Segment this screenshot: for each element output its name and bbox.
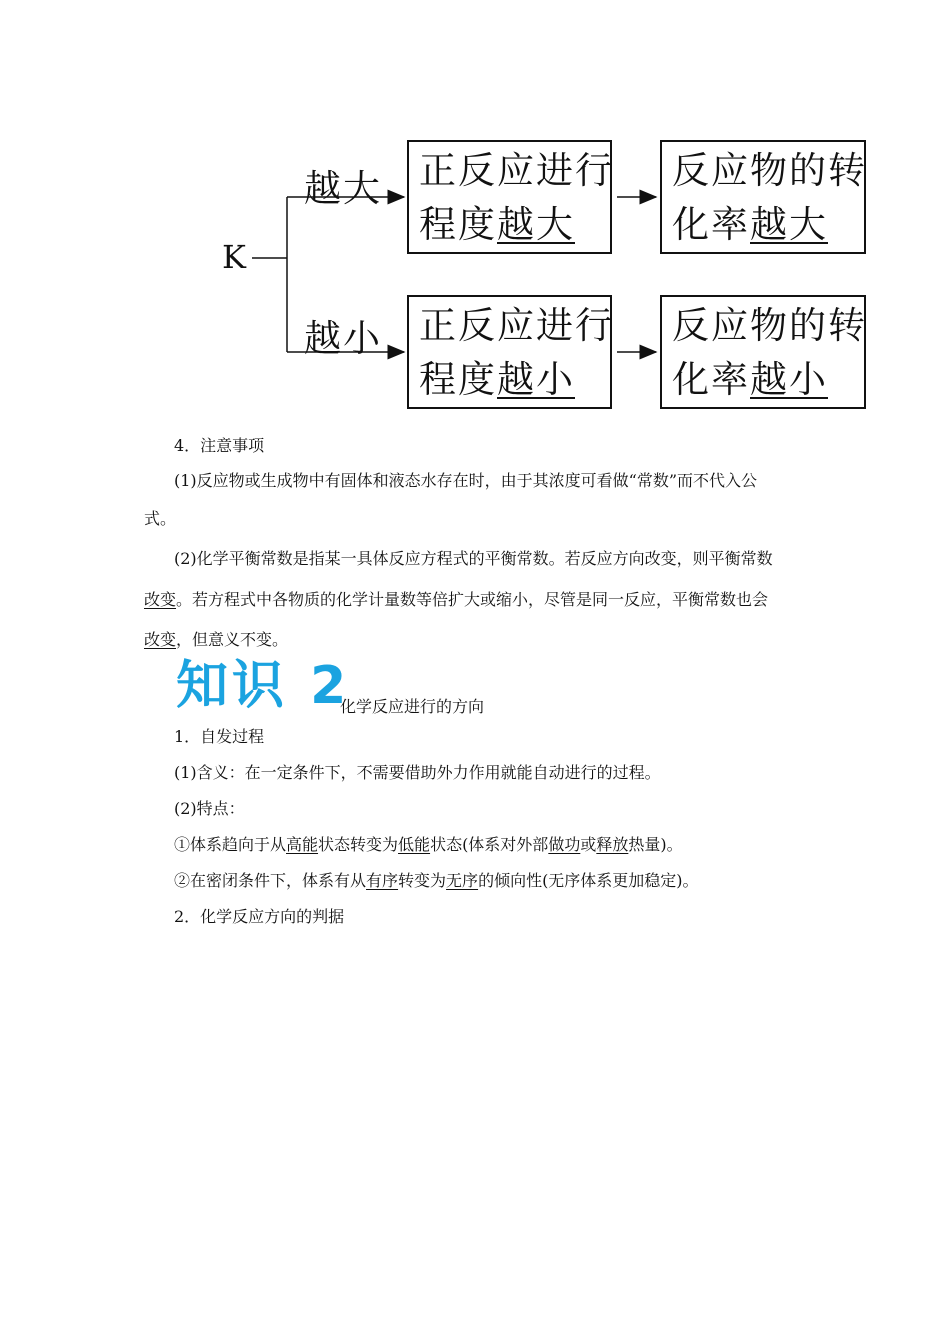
upper-conversion-box bbox=[660, 140, 866, 254]
box-line-prefix: 化率 bbox=[672, 358, 750, 401]
notes-heading: 4．注意事项 bbox=[174, 436, 265, 455]
k-label: K bbox=[222, 238, 246, 276]
text-run: 热量)。 bbox=[628, 835, 683, 854]
box-line: 正反应进行 bbox=[419, 149, 614, 192]
feature-label: (2)特点： bbox=[174, 799, 245, 818]
box-line: 反应物的转 bbox=[672, 149, 867, 192]
subheading-spontaneous-process: 1．自发过程 bbox=[174, 727, 265, 746]
underlined-term: 高能 bbox=[286, 835, 319, 854]
note-2-line-2 bbox=[144, 590, 768, 610]
text-run: ②在密闭条件下，体系有从 bbox=[174, 871, 367, 890]
upper-forward-reaction-box bbox=[407, 140, 612, 254]
branch-label-upper: 越大 bbox=[304, 167, 382, 210]
text-run: ①体系趋向于从 bbox=[174, 835, 287, 854]
section-title-knowledge-2: 知识 2 bbox=[176, 656, 351, 716]
box-line-prefix: 程度 bbox=[419, 203, 497, 246]
box-line-underlined: 越大 bbox=[750, 203, 828, 246]
note-1-line-2: 式。 bbox=[144, 509, 177, 528]
underlined-term: 释放 bbox=[596, 835, 629, 854]
box-line-prefix: 程度 bbox=[419, 358, 497, 401]
underlined-term: 改变 bbox=[144, 590, 177, 609]
text-run: 转变为 bbox=[398, 871, 447, 890]
underlined-term: 做功 bbox=[548, 835, 581, 854]
underlined-term: 有序 bbox=[366, 871, 399, 890]
underlined-term: 改变 bbox=[144, 630, 177, 649]
text-run: 的倾向性(无序体系更加稳定)。 bbox=[478, 871, 699, 890]
text-run: 状态(体系对外部 bbox=[430, 835, 549, 854]
box-line-underlined: 越大 bbox=[497, 203, 575, 246]
box-line: 反应物的转 bbox=[672, 304, 867, 347]
text-run: 。若方程式中各物质的化学计量数等倍扩大或缩小，尽管是同一反应，平衡常数也会 bbox=[176, 590, 769, 609]
box-line-underlined: 越小 bbox=[497, 358, 575, 401]
meaning-line: (1)含义：在一定条件下，不需要借助外力作用就能自动进行的过程。 bbox=[174, 763, 661, 782]
underlined-term: 无序 bbox=[446, 871, 479, 890]
underlined-term: 低能 bbox=[398, 835, 431, 854]
box-line: 正反应进行 bbox=[419, 304, 614, 347]
feature-1-line bbox=[174, 835, 683, 855]
note-1-line-1: (1)反应物或生成物中有固体和液态水存在时，由于其浓度可看做“常数”而不代入公 bbox=[174, 471, 758, 490]
branch-label-lower: 越小 bbox=[304, 317, 382, 360]
note-2-line-1: (2)化学平衡常数是指某一具体反应方程式的平衡常数。若反应方向改变，则平衡常数 bbox=[174, 549, 773, 568]
text-run: ，但意义不变。 bbox=[176, 630, 289, 649]
box-line-prefix: 化率 bbox=[672, 203, 750, 246]
feature-2-line bbox=[174, 871, 699, 891]
section-subtitle: 化学反应进行的方向 bbox=[340, 697, 485, 716]
subheading-criteria: 2．化学反应方向的判据 bbox=[174, 907, 345, 926]
lower-forward-reaction-box bbox=[407, 295, 612, 409]
text-run: 或 bbox=[580, 835, 597, 854]
lower-conversion-box bbox=[660, 295, 866, 409]
note-2-line-3 bbox=[144, 630, 288, 650]
box-line-underlined: 越小 bbox=[750, 358, 828, 401]
text-run: 状态转变为 bbox=[318, 835, 399, 854]
